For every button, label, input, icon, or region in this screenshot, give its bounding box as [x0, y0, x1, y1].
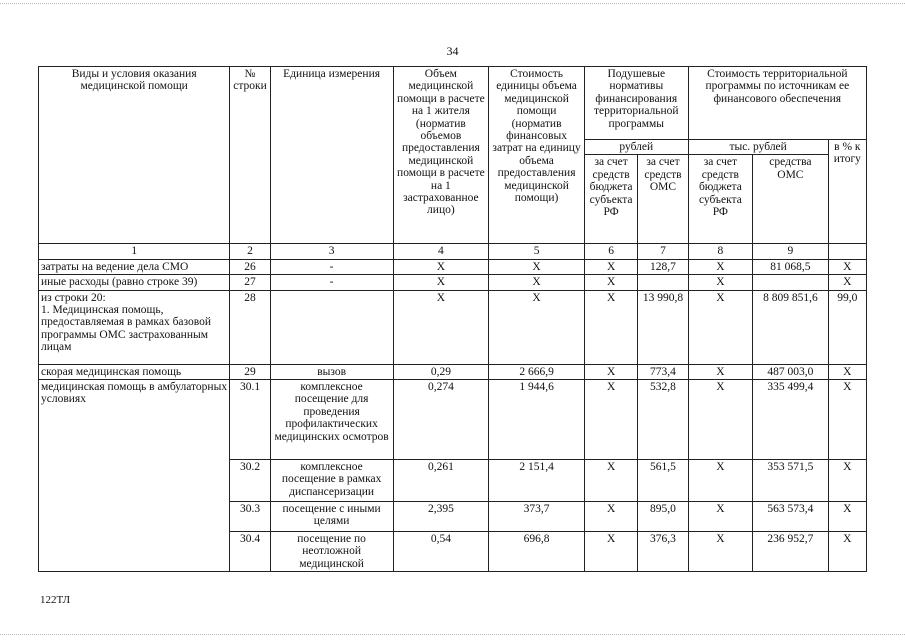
col-number: 4	[393, 244, 489, 259]
table-row	[39, 259, 867, 274]
row-unit: -	[270, 275, 393, 290]
financing-table	[38, 66, 867, 572]
row-name-line1: из строки 20:	[41, 291, 106, 304]
row-tp-oms: 487 003,0	[753, 364, 829, 379]
row-pc-budget: Х	[584, 290, 637, 364]
table-row	[39, 380, 867, 460]
row-percent: Х	[828, 275, 866, 290]
header-tp-oms: средства ОМС	[753, 155, 829, 244]
row-tp-budget: Х	[688, 259, 752, 274]
row-percent: Х	[828, 532, 866, 572]
row-cost: 696,8	[489, 532, 585, 572]
row-name: скорая медицинская помощь	[39, 364, 230, 379]
row-number: 26	[230, 259, 270, 274]
page-number: 34	[446, 44, 459, 58]
row-tp-oms	[753, 275, 829, 290]
row-pc-oms: 128,7	[638, 259, 688, 274]
header-volume: Объем медицинской помощи в расчете на 1 жителя (норматив объемов предоставления медицинской помощи в расчете на 1 застрахованное лицо)	[393, 67, 489, 244]
row-pc-oms: 561,5	[638, 460, 688, 502]
row-volume: Х	[393, 290, 489, 364]
row-tp-oms: 563 573,4	[753, 502, 829, 532]
row-name	[39, 290, 230, 364]
row-pc-budget: Х	[584, 259, 637, 274]
col-number: 1	[39, 244, 230, 259]
row-tp-budget: Х	[688, 460, 752, 502]
col-number: 8	[688, 244, 752, 259]
header-kinds: Виды и условия оказания медицинской помощи	[39, 67, 230, 244]
row-tp-oms: 335 499,4	[753, 380, 829, 460]
row-unit: вызов	[270, 364, 393, 379]
row-cost: 2 666,9	[489, 364, 585, 379]
row-percent: 99,0	[828, 290, 866, 364]
row-percent: Х	[828, 460, 866, 502]
row-volume: 0,261	[393, 460, 489, 502]
col-number: 2	[230, 244, 270, 259]
row-tp-oms: 353 571,5	[753, 460, 829, 502]
row-pc-budget: Х	[584, 532, 637, 572]
row-cost: Х	[489, 275, 585, 290]
header-thousand-rubles: тыс. рублей	[688, 140, 828, 155]
col-number: 9	[753, 244, 829, 259]
header-per-capita: Подушевые нормативы финансирования территориальной программы	[584, 67, 688, 140]
row-cost: 373,7	[489, 502, 585, 532]
row-volume: 0,54	[393, 532, 489, 572]
row-cost: Х	[489, 290, 585, 364]
row-cost: Х	[489, 259, 585, 274]
row-pc-oms	[638, 275, 688, 290]
row-number: 27	[230, 275, 270, 290]
header-pc-oms: за счет средств ОМС	[638, 155, 688, 244]
header-rubles: рублей	[584, 140, 688, 155]
row-cost: 2 151,4	[489, 460, 585, 502]
row-percent: Х	[828, 380, 866, 460]
header-row-1	[39, 67, 867, 140]
header-pc-budget: за счет средств бюджета субъекта РФ	[584, 155, 637, 244]
scan-edge-top	[0, 3, 905, 4]
col-number: 6	[584, 244, 637, 259]
col-number: 3	[270, 244, 393, 259]
row-pc-budget: Х	[584, 364, 637, 379]
row-volume: 0,274	[393, 380, 489, 460]
col-number: 5	[489, 244, 585, 259]
row-volume: 0,29	[393, 364, 489, 379]
header-percent: в % к итогу	[828, 140, 866, 244]
row-percent: Х	[828, 364, 866, 379]
row-tp-oms: 81 068,5	[753, 259, 829, 274]
row-tp-oms: 236 952,7	[753, 532, 829, 572]
row-pc-budget: Х	[584, 275, 637, 290]
row-unit: комплексное посещение в рамках диспансеризации	[270, 460, 393, 502]
row-unit: комплексное посещение для проведения профилактических медицинских осмотров	[270, 380, 393, 460]
row-pc-budget: Х	[584, 502, 637, 532]
row-pc-oms: 532,8	[638, 380, 688, 460]
row-pc-oms: 13 990,8	[638, 290, 688, 364]
row-tp-budget: Х	[688, 532, 752, 572]
row-volume: Х	[393, 259, 489, 274]
row-number: 29	[230, 364, 270, 379]
row-tp-budget: Х	[688, 290, 752, 364]
row-name-line2: 1. Медицинская помощь, предоставляемая в рамках базовой программы ОМС застрахованным лицам	[41, 304, 212, 354]
table-row	[39, 290, 867, 364]
header-row-number: № строки	[230, 67, 270, 244]
scan-edge-bottom	[0, 634, 905, 635]
row-pc-budget: Х	[584, 380, 637, 460]
row-volume: Х	[393, 275, 489, 290]
header-tp-budget: за счет средств бюджета субъекта РФ	[688, 155, 752, 244]
row-name: иные расходы (равно строке 39)	[39, 275, 230, 290]
row-percent: Х	[828, 502, 866, 532]
row-unit: посещение с иными целями	[270, 502, 393, 532]
row-unit	[270, 290, 393, 364]
col-number	[828, 244, 866, 259]
footer-code: 122ТЛ	[40, 594, 71, 606]
row-pc-budget: Х	[584, 460, 637, 502]
row-pc-oms: 895,0	[638, 502, 688, 532]
header-unit: Единица измерения	[270, 67, 393, 244]
row-tp-budget: Х	[688, 364, 752, 379]
column-numbers-row	[39, 244, 867, 259]
row-tp-budget: Х	[688, 380, 752, 460]
row-tp-oms: 8 809 851,6	[753, 290, 829, 364]
row-unit: посещение по неотложной медицинской	[270, 532, 393, 572]
table-row	[39, 364, 867, 379]
row-pc-oms: 773,4	[638, 364, 688, 379]
row-name: затраты на ведение дела СМО	[39, 259, 230, 274]
row-tp-budget: Х	[688, 502, 752, 532]
row-cost: 1 944,6	[489, 380, 585, 460]
row-unit: -	[270, 259, 393, 274]
row-pc-oms: 376,3	[638, 532, 688, 572]
row-number: 30.1	[230, 380, 270, 460]
table-row	[39, 275, 867, 290]
row-name: медицинская помощь в амбулаторных условиях	[39, 380, 230, 572]
row-number: 28	[230, 290, 270, 364]
row-number: 30.3	[230, 502, 270, 532]
header-program-cost: Стоимость территориальной программы по источникам ее финансового обеспечения	[688, 67, 866, 140]
row-volume: 2,395	[393, 502, 489, 532]
row-number: 30.2	[230, 460, 270, 502]
row-percent: Х	[828, 259, 866, 274]
row-number: 30.4	[230, 532, 270, 572]
header-unit-cost: Стоимость единицы объема медицинской помощи (норматив финансовых затрат на единицу объема предоставления медицинской помощи)	[489, 67, 585, 244]
col-number: 7	[638, 244, 688, 259]
row-tp-budget: Х	[688, 275, 752, 290]
